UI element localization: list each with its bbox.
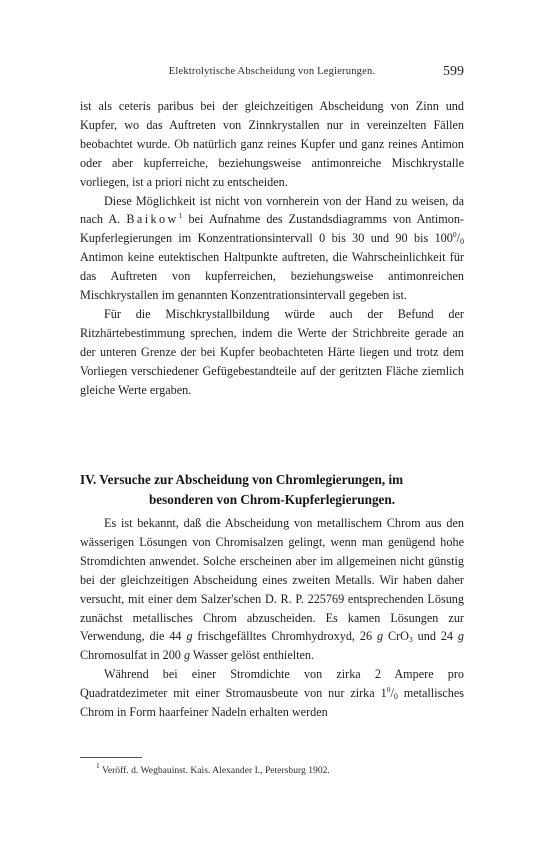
footnote-mark: 1 — [96, 761, 100, 770]
footnote-reference: 1 — [178, 211, 183, 221]
paragraph-5-text-a: Während bei einer Stromdichte von zirka 2 Ampere pro Quadratdezimeter mit einer Stromausbeute von nur zirka 1 — [80, 667, 464, 701]
percent-sign-slash: / — [456, 231, 460, 246]
paragraph-2-text-a: Diese Möglichkeit ist nicht von vornherein von der Hand zu weisen, da nach A. — [80, 193, 464, 227]
paragraph-4-text-b: frischgefälltes Chromhydroxyd, 26 — [192, 629, 377, 644]
paragraph-2 — [80, 192, 464, 305]
paragraph-5-text-b: metallisches Chrom in Form haarfeiner Nadeln erhalten werden — [80, 686, 464, 720]
paragraph-1: ist als ceteris paribus bei der gleichzeitigen Abscheidung von Zinn und Kupfer, wo das Auftreten von Zinnkrystallen nur in vereinzelten Fällen beobachtet wurde. Ob natürlich ganz reines Kupfer und ganz reines Antimon oder aber kupferreiche, beziehungsweise antimonreiche Mischkrystalle vorliegen, ist a priori nicht zu entscheiden. — [80, 99, 464, 189]
section-heading-line-2: besonderen von Chrom-Kupferlegierungen. — [148, 491, 396, 507]
paragraph-4-text-d: Chromosulfat in 200 — [80, 648, 184, 663]
gram-unit: g — [457, 629, 465, 644]
page-number: 599 — [443, 64, 464, 79]
percent-sign-top: 0 — [386, 685, 391, 695]
paragraph-5 — [80, 665, 464, 722]
gram-unit: g — [186, 629, 193, 644]
paragraph-4-text-c: und 24 — [412, 629, 458, 644]
percent-sign-slash: / — [390, 686, 394, 701]
chemical-formula: CrO — [383, 629, 409, 644]
body-text-upper — [80, 97, 464, 400]
paragraph-4 — [80, 514, 464, 665]
percent-sign-top: 0 — [452, 230, 457, 240]
footnote-divider — [80, 757, 142, 758]
section-heading-line-1: IV. Versuche zur Abscheidung von Chromlegierungen, im — [80, 472, 404, 487]
running-head: Elektrolytische Abscheidung von Legierungen. — [168, 66, 376, 77]
body-text-lower — [80, 514, 464, 722]
paragraph-2-text-b: bei Aufnahme des Zustandsdiagramms von Antimon-Kupferlegierungen im Konzentrationsintervall 0 bis 30 und 90 bis 100 — [80, 212, 464, 246]
paragraph-2-text-c: Antimon keine eutektischen Haltpunkte auftreten, die Wahrscheinlichkeit für das Auftreten von kupferreichen, beziehungsweise antimonreichen Mischkrystallen im genannten Konzentrationsintervall gegeben ist. — [80, 250, 464, 303]
footnote-text: Veröff. d. Wegbauinst. Kais. Alexander I., Petersburg 1902. — [99, 765, 330, 776]
page-header — [80, 64, 464, 84]
section-heading — [80, 470, 464, 509]
gram-unit: g — [183, 648, 191, 663]
footnote — [96, 761, 464, 777]
author-name: Baikow — [126, 212, 179, 227]
paragraph-3: Für die Mischkrystallbildung würde auch der Befund der Ritzhärtebestimmung sprechen, indem die Werte der Strichbreite gerade an der unteren Grenze der bei Kupfer beobachteten Härte liegen und trotz dem Vorliegen verschiedener Gefügebestandteile auf der geritzten Fläche ziemlich gleiche Werte ergaben. — [80, 306, 464, 397]
paragraph-4-text-a: Es ist bekannt, daß die Abscheidung von metallischem Chrom aus den wässerigen Lösungen von Chromisalzen gelingt, wenn man genügend hohe Stromdichten anwendet. Solche erscheinen aber im allgemeinen nicht günstig bei der gleichzeitigen Abscheidung eines zweiten Metalls. Wir haben daher versucht, mit einer dem Salzer'schen D. R. P. 225769 entsprechenden Lösung zunächst metallisches Chrom abzuscheiden. Es kamen Lösungen zur Verwendung, die 44 — [80, 516, 464, 644]
gram-unit: g — [376, 629, 384, 644]
percent-sign-bottom: 0 — [393, 692, 398, 702]
percent-sign-bottom: 0 — [460, 237, 464, 247]
formula-subscript: 3 — [408, 635, 413, 645]
paragraph-4-text-e: Wasser gelöst enthielten. — [190, 648, 315, 663]
